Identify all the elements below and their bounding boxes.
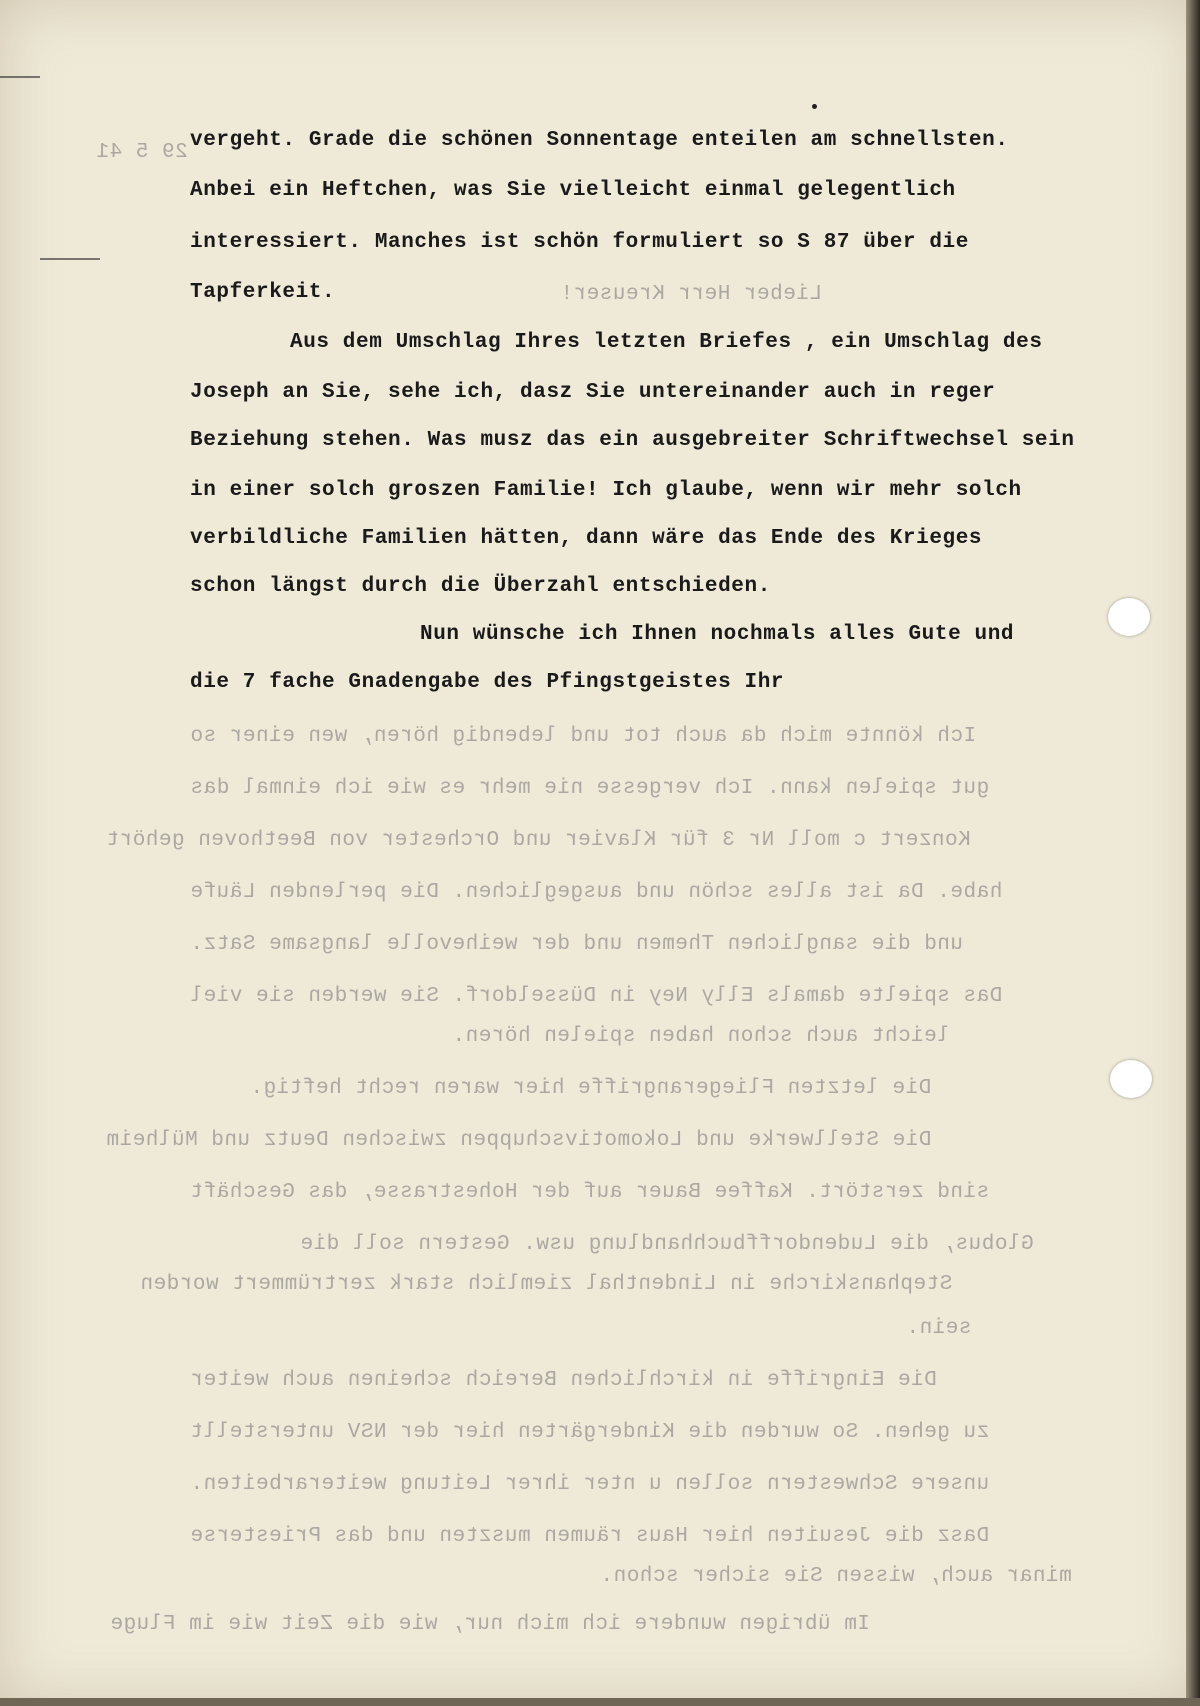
bleed-line: Konzert c moll Nr 3 für Klavier und Orchester von Beethoven gehört — [106, 829, 971, 852]
letter-line: Tapferkeit. — [190, 281, 336, 304]
bleed-line: zu gehen. So wurden die Kindergärten hier der NSV unterstellt — [190, 1421, 990, 1444]
bleed-line: Die Stellwerke und Lokomotivschuppen zwischen Deutz und Mülheim — [106, 1129, 932, 1152]
bleed-line: Lieber Herr Kreuser! — [560, 283, 823, 306]
ink-dot — [812, 104, 817, 109]
bleed-line: und die sanglichen Themen und der weihevolle langsame Satz. — [190, 933, 964, 956]
letter-line: verbildliche Familien hätten, dann wäre das Ende des Krieges — [190, 527, 983, 550]
letter-line: interessiert. Manches ist schön formuliert so S 87 über die — [190, 231, 969, 254]
bleed-line: Die letzten Fliegerangriffe hier waren recht heftig. — [250, 1077, 932, 1100]
page-bottom-edge — [0, 1698, 1200, 1706]
bleed-line: sind zerstört. Kaffee Bauer auf der Hohestrasse, das Geschäft — [190, 1181, 990, 1204]
letter-line: vergeht. Grade die schönen Sonnentage enteilen am schnellsten. — [190, 129, 1009, 152]
margin-mark — [0, 76, 40, 78]
letter-line: Beziehung stehen. Was musz das ein ausgebreiter Schriftwechsel sein — [190, 429, 1075, 452]
bleed-line: Ich könnte mich da auch tot und lebendig hören, wen einer so — [190, 725, 977, 748]
bleed-line: sein. — [906, 1317, 972, 1340]
bleed-header: 29 5 41 — [96, 141, 188, 164]
letter-line: Nun wünsche ich Ihnen nochmals alles Gute und — [420, 623, 1015, 646]
bleed-line: Globus, die Ludendorffbuchhandlung usw. Gestern soll die — [300, 1233, 1034, 1256]
bleed-line: minar auch, wissen Sie sicher schon. — [600, 1565, 1072, 1588]
bleed-line: Das spielte damals Elly Ney in Düsseldorf. Sie werden sie viel — [190, 985, 1003, 1008]
bleed-line: unsere Schwestern sollen u nter ihrer Leitung weiterarbeiten. — [190, 1473, 990, 1496]
bleed-line: Im übrigen wundere ich mich nur, wie die Zeit wie im Fluge — [110, 1613, 870, 1636]
page-edge-shadow — [1186, 0, 1200, 1706]
bleed-line: gut spielen kann. Ich vergesse nie mehr es wie ich einmal das — [190, 777, 990, 800]
bleed-line: Die Eingriffe in kirchlichen Bereich scheinen auch weiter — [190, 1369, 937, 1392]
margin-mark — [40, 258, 100, 260]
letter-line: Anbei ein Heftchen, was Sie vielleicht einmal gelegentlich — [190, 179, 956, 202]
letter-line: schon längst durch die Überzahl entschieden. — [190, 575, 771, 598]
bleed-line: Stephanskirche in Lindenthal ziemlich stark zertrümmert worden — [140, 1273, 953, 1296]
punch-hole-bottom — [1110, 1060, 1152, 1098]
letter-line: Joseph an Sie, sehe ich, dasz Sie untereinander auch in reger — [190, 381, 996, 404]
letter-line: die 7 fache Gnadengabe des Pfingstgeistes Ihr — [190, 671, 785, 694]
letter-line: Aus dem Umschlag Ihres letzten Briefes , ein Umschlag des — [290, 331, 1043, 354]
bleed-line: Dasz die Jesuiten hier Haus räumen muszten und das Priesterse — [190, 1525, 990, 1548]
bleed-line: leicht auch schon haben spielen hören. — [452, 1025, 950, 1048]
letter-line: in einer solch groszen Familie! Ich glaube, wenn wir mehr solch — [190, 479, 1022, 502]
bleed-line: habe. Da ist alles schön und ausgeglichen. Die perlenden Läufe — [190, 881, 1003, 904]
punch-hole-top — [1108, 598, 1150, 636]
